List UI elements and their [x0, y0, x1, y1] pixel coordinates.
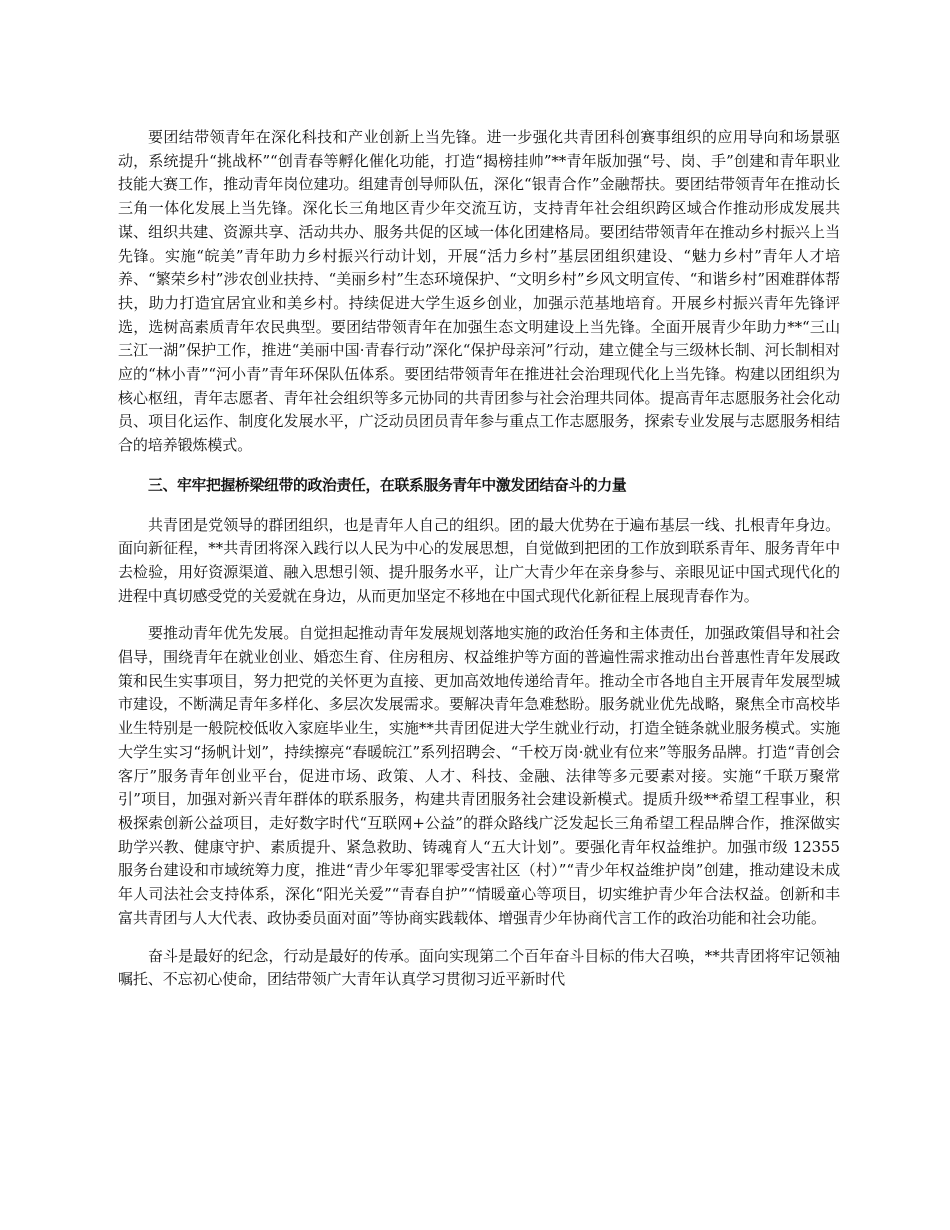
paragraph-closing: 奋斗是最好的纪念，行动是最好的传承。面向实现第二个百年奋斗目标的伟大召唤，**共青团将牢记领袖嘱托、不忘初心使命，团结带领广大青年认真学习贯彻习近平新时代: [118, 946, 840, 989]
section-heading-3: 三、牢牢把握桥梁纽带的政治责任，在联系服务青年中激发团结奋斗的力量: [148, 476, 627, 494]
paragraph-youth-vanguard: 要团结带领青年在深化科技和产业创新上当先锋。进一步强化共青团科创赛事组织的应用导向和场景驱动，系统提升“挑战杯”“创青春等孵化催化功能，打造“揭榜挂帅”**青年版加强“号、岗、手”创建和青年职业技能大赛工作，推动青年岗位建功。组建青创导师队伍，深化“银青合作”金融帮扶。要团结带领青年在推动长三角一体化发展上当先锋。深化长三角地区青少年交流互访，支持青年社会组织跨区域合作推动形成发展共谋、组织共建、资源共享、活动共办、服务共促的区域一体化团建格局。要团结带领青年在推动乡村振兴上当先锋。实施“皖美”青年助力乡村振兴行动计划，开展“活力乡村”基层团组织建设、“魅力乡村”青年人才培养、“繁荣乡村”涉农创业扶持、“美丽乡村”生态环境保护、“文明乡村”乡风文明宣传、“和谐乡村”困难群体帮扶，助力打造宜居宜业和美乡村。持续促进大学生返乡创业，加强示范基地培育。开展乡村振兴青年先锋评选，选树高素质青年农民典型。要团结带领青年在加强生态文明建设上当先锋。全面开展青少年助力**“三山三江一湖”保护工作，推进“美丽中国·青春行动”深化“保护母亲河”行动，建立健全与三级林长制、河长制相对应的“林小青”“河小青”青年环保队伍体系。要团结带领青年在推进社会治理现代化上当先锋。构建以团组织为核心枢纽，青年志愿者、青年社会组织等多元协同的共青团参与社会治理共同体。提高青年志愿服务社会化动员、项目化运作、制度化发展水平，广泛动员团员青年参与重点工作志愿服务，探索专业发展与志愿服务相结合的培养锻炼模式。: [118, 128, 840, 455]
document-page: [118, 126, 840, 992]
paragraph-youth-development: 要推动青年优先发展。自觉担起推动青年发展规划落地实施的政治任务和主体责任，加强政策倡导和社会倡导，围绕青年在就业创业、婚恋生育、住房租房、权益维护等方面的普遍性需求推动出台普惠性青年发展政策和民生实事项目，努力把党的关怀更为直接、更加高效地传递给青年。推动全市各地自主开展青年发展型城市建设，不断满足青年多样化、多层次发展需求。要解决青年急难愁盼。服务就业优先战略，聚焦全市高校毕业生特别是一般院校低收入家庭毕业生，实施**共青团促进大学生就业行动，打造全链条就业服务模式。实施大学生实习“扬帆计划”，持续擦亮“春暖皖江”系列招聘会、“千校万岗·就业有位来”等服务品牌。打造“青创会客厅”服务青年创业平台，促进市场、政策、人才、科技、金融、法律等多元要素对接。实施“千联万聚常引”项目，加强对新兴青年群体的联系服务，构建共青团服务社会建设新模式。提质升级**希望工程事业，积极探索创新公益项目，走好数字时代“互联网+公益”的群众路线广泛发起长三角希望工程品牌合作，推深做实助学兴教、健康守护、素质提升、紧急救助、铸魂育人“五大计划”。要强化青年权益维护。加强市级 12355 服务台建设和市域统筹力度，推进“青少年零犯罪零受害社区（村）”“青少年权益维护岗”创建，推动建设未成年人司法社会支持体系，深化“阳光关爱”“青春自护”“情暖童心等项目，切实维护青少年合法权益。创新和丰富共青团与人大代表、政协委员面对面”等协商实践载体、增强青少年协商代言工作的政治功能和社会功能。: [118, 624, 840, 927]
paragraph-youth-organization: 共青团是党领导的群团组织，也是青年人自己的组织。团的最大优势在于遍布基层一线、扎根青年身边。面向新征程，**共青团将深入践行以人民为中心的发展思想，自觉做到把团的工作放到联系青年、服务青年中去检验，用好资源渠道、融入思想引领、提升服务水平，让广大青少年在亲身参与、亲眼见证中国式现代化的进程中真切感受党的关爱就在身边，从而更加坚定不移地在中国式现代化新征程上展现青春作为。: [118, 515, 840, 605]
